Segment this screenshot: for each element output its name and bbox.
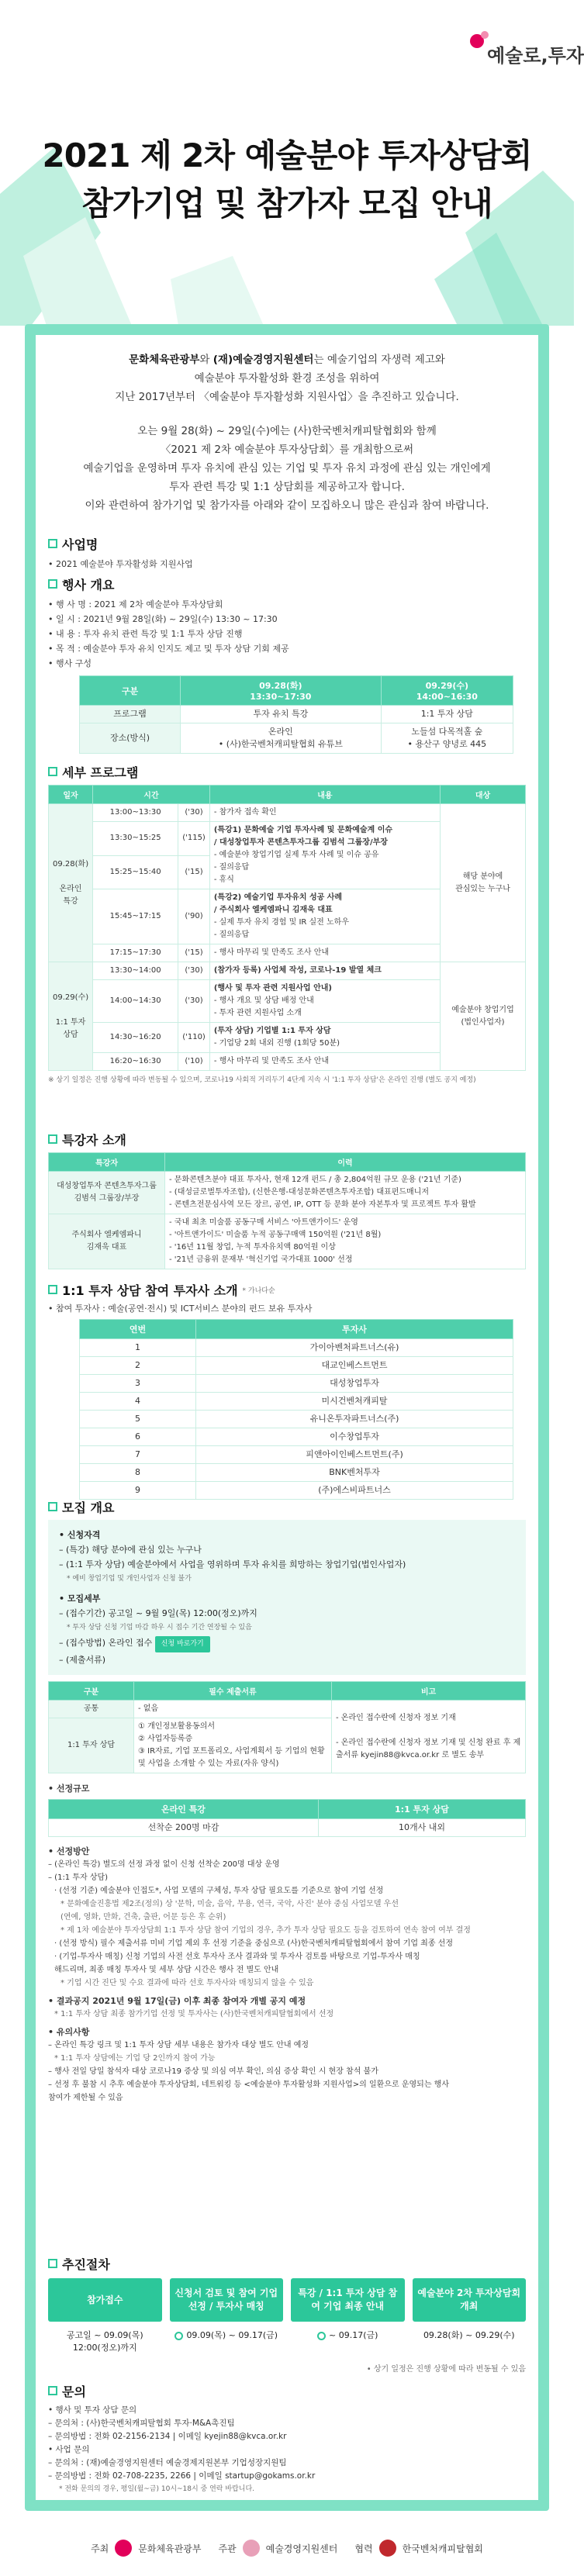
detail-time: 16:20~16:30 xyxy=(93,1053,178,1071)
investor-name: BNK벤처투자 xyxy=(196,1464,513,1482)
sel-line: * 기업 시간 진단 및 수요 결과에 따라 선호 투자사와 매칭되지 않을 수 있음 xyxy=(60,1979,314,1987)
sel-line: • 유의사항 xyxy=(48,2027,90,2037)
detail-line: (행사 및 투자 관련 지원사업 안내) xyxy=(213,984,332,993)
recruit-line: * 예비 창업기업 및 개인사업자 신청 불가 xyxy=(67,1575,192,1583)
title-line-2: 참가기업 및 참가자 모집 안내 xyxy=(81,185,492,223)
sel-line: · (선정 방식) 필수 제출서류 미비 기업 제외 후 선정 기준을 중심으로 (사)한국벤처캐피탈협회에서 참여 기업 최종 선정 xyxy=(54,1939,454,1948)
square-bullet-icon xyxy=(48,2386,57,2395)
detail-line: - 기업당 2회 내외 진행 (1회당 50분) xyxy=(213,1039,340,1048)
investor-no: 6 xyxy=(80,1428,196,1446)
detail-line: - 행사 개요 및 상담 배정 안내 xyxy=(213,996,314,1005)
event-td: 프로그램 xyxy=(80,706,181,723)
step-head: 신청서 검토 및 참여 기업 선정 / 투자사 매칭 xyxy=(170,2278,284,2322)
event-td: 1:1 투자 상담 xyxy=(381,706,513,723)
bio-line: - 문화콘텐츠분야 대표 투자사, 현재 12개 펀드 / 총 2,804억원 규모 운용 ('21년 기준) xyxy=(169,1176,461,1184)
contact-line: – 문의처 : (재)예술경영지원센터 예술경제지원본부 기업성장지원팀 xyxy=(48,2458,287,2467)
step-foot xyxy=(413,2329,527,2342)
detail-date-text: 온라인 xyxy=(59,884,82,893)
detail-line: (투자 상담) 기업별 1:1 투자 상담 xyxy=(213,1027,331,1035)
contact-line: – 문의처 : (사)한국벤처캐피탈협회 투자·M&A촉진팀 xyxy=(48,2419,235,2428)
detail-th: 일자 xyxy=(49,786,93,804)
sel-line: · (기업-투자사 매칭) 신청 기업의 사전 선호 투자사 조사 결과와 및 투자사 검토를 바탕으로 기업-투자사 매칭 xyxy=(54,1953,420,1961)
event-td-venue xyxy=(381,723,513,754)
investor-no: 1 xyxy=(80,1339,196,1357)
detail-date-text: 1:1 투자 xyxy=(55,1017,86,1027)
recruit-title-text: 모집 개요 xyxy=(62,1500,115,1515)
detail-date-2 xyxy=(49,962,93,1071)
doc-line: ① 개인정보활용동의서 xyxy=(138,1722,216,1731)
ministry-logo-icon xyxy=(115,2540,132,2557)
contact-line: – 문의방법 : 전화 02-2156-2134 | 이메일 kyejin88@kvca.or.kr xyxy=(48,2432,287,2441)
event-row: • 목 적 : 예술분야 투자 유치 인지도 제고 및 투자 상담 기회 제공 xyxy=(48,644,289,654)
event-td-online xyxy=(181,723,382,754)
detail-content xyxy=(209,889,440,944)
detail-time: 17:15~17:30 xyxy=(93,944,178,962)
doc-th: 비고 xyxy=(332,1682,526,1701)
investor-name: 대성창업투자 xyxy=(196,1375,513,1393)
cap-th: 1:1 투자 상담 xyxy=(318,1800,525,1819)
detail-table xyxy=(48,785,526,1071)
footer-coop xyxy=(354,2540,483,2557)
event-th-date: 09.28(화) xyxy=(259,681,302,691)
recruit-line: • 모집세부 xyxy=(59,1594,101,1604)
recruit-apply-row xyxy=(59,1635,515,1652)
contact-lines xyxy=(48,2404,526,2496)
brand-logo xyxy=(465,31,584,70)
detail-target-text: (법인사업자) xyxy=(461,1017,505,1027)
bio-line: - '21년 금융위 문재부 '혁신기업 국가대표 1000' 선정 xyxy=(169,1255,353,1264)
detail-time: 14:30~16:20 xyxy=(93,1023,178,1053)
detail-line: - 예술분야 창업기업 실제 투자 사례 및 이슈 공유 xyxy=(213,851,379,859)
detail-time: 14:00~14:30 xyxy=(93,980,178,1023)
detail-line: / 주식회사 엘케엠파니 김재욱 대표 xyxy=(213,906,333,914)
event-td: 투자 유치 특강 xyxy=(181,706,382,723)
event-td-line: 온라인 xyxy=(268,727,293,737)
apply-button[interactable]: 신청 바로가기 xyxy=(155,1636,210,1652)
section-process xyxy=(48,2255,526,2374)
process-title-text: 추진절차 xyxy=(62,2257,110,2272)
intro-p2-line5: 이와 관련하여 참가기업 및 참가자를 아래와 같이 모집하오니 많은 관심과 참여 바랍니다. xyxy=(85,499,489,512)
detail-date-text: 상담 xyxy=(63,1030,78,1039)
event-th-time: 14:00~16:30 xyxy=(416,692,478,702)
detail-target-1 xyxy=(441,804,526,962)
detail-time: 15:45~17:15 xyxy=(93,889,178,944)
event-td: 장소(방식) xyxy=(80,723,181,754)
kvca-logo-icon xyxy=(379,2540,396,2557)
intro xyxy=(51,350,523,530)
hero xyxy=(0,0,584,326)
investor-no: 8 xyxy=(80,1464,196,1482)
business-title-text: 사업명 xyxy=(62,537,98,552)
recruit-box xyxy=(48,1520,526,1675)
doc-line: ③ IR자료, 기업 포트폴리오, 사업계획서 등 기업의 현황 및 사업을 소개할 수 있는 자료(자유 양식) xyxy=(138,1747,325,1768)
sel-line: – 선정 후 불참 시 추후 예술분야 투자상담회, 네트워킹 등 <예술분야 투자활성화 지원사업>의 일환으로 운영되는 행사 xyxy=(48,2080,449,2089)
detail-th: 시간 xyxy=(93,786,210,804)
doc-required xyxy=(134,1718,332,1773)
intro-ministry: 문화체육관광부 xyxy=(129,354,200,366)
recruit-line: – (접수기간) 공고일 ~ 9월 9일(목) 12:00(정오)까지 xyxy=(59,1608,257,1618)
doc-remark-line: - 온라인 접수란에 신청자 정보 기재 xyxy=(336,1713,456,1722)
sel-line: – (온라인 특강) 별도의 선정 과정 없이 신청 선착순 200명 대상 운영 xyxy=(48,1860,280,1869)
step-foot xyxy=(170,2329,284,2342)
detail-content xyxy=(209,980,440,1023)
cap-th: 온라인 특강 xyxy=(49,1800,319,1819)
event-title-text: 행사 개요 xyxy=(62,577,115,592)
section-process-title xyxy=(48,2255,526,2272)
process-step xyxy=(291,2278,405,2354)
speaker-name-1 xyxy=(49,1172,165,1214)
logo-text: 예술로,투자 xyxy=(487,45,584,67)
detail-date-text: 특강 xyxy=(63,896,78,906)
section-detail xyxy=(48,763,526,1084)
detail-content: - 행사 마무리 및 만족도 조사 안내 xyxy=(209,944,440,962)
detail-time: 13:00~13:30 xyxy=(93,804,178,822)
footer-org: 예술경영지원센터 xyxy=(265,2543,338,2554)
intro-p2-line1: 오는 9월 28(화) ~ 29일(수)에는 (사)한국벤처캐피탈협회와 함께 xyxy=(137,425,437,437)
recruit-line: • 신청자격 xyxy=(59,1530,101,1540)
speaker-name: 주식회사 엘케엠파니 xyxy=(71,1231,142,1239)
section-contact xyxy=(48,2382,526,2496)
sel-line: – (1:1 투자 상담) xyxy=(48,1873,109,1882)
speaker-bio-1 xyxy=(165,1172,526,1214)
cap-td: 선착순 200명 마감 xyxy=(49,1819,319,1837)
sel-line: 참여가 제한될 수 있음 xyxy=(48,2094,123,2102)
detail-content xyxy=(209,1023,440,1053)
step-date: 09.09(목) ~ 09.17(금) xyxy=(186,2330,278,2340)
detail-line: (특강1) 문화예술 기업 투자사례 및 문화예술계 이슈 xyxy=(213,826,393,834)
intro-p1-line2: 예술분야 투자활성화 환경 조성을 위하여 xyxy=(194,372,380,385)
event-th-day2 xyxy=(381,676,513,706)
event-td-line: • (사)한국벤처캐피탈협회 유튜브 xyxy=(218,739,343,749)
detail-min: ('30) xyxy=(178,980,210,1023)
section-detail-title xyxy=(48,763,526,780)
doc-td: 1:1 투자 상담 xyxy=(49,1718,134,1773)
detail-target-2 xyxy=(441,962,526,1071)
step-head: 참가접수 xyxy=(48,2278,162,2322)
investor-no: 5 xyxy=(80,1411,196,1428)
sel-line: * 문화예술진흥법 제2조(정의) 상 '문학, 미술, 음악, 무용, 연극, 국악, 사진' 분야 중심 사업모델 우선 xyxy=(60,1900,399,1908)
step-foot xyxy=(291,2329,405,2342)
intro-and: 와 xyxy=(199,354,213,366)
section-contact-title xyxy=(48,2382,526,2399)
section-business xyxy=(48,535,526,571)
investor-no: 3 xyxy=(80,1375,196,1393)
event-table xyxy=(79,675,513,754)
investor-name: 피앤아이인베스트먼트(주) xyxy=(196,1446,513,1464)
investor-name: 대교인베스트먼트 xyxy=(196,1357,513,1375)
square-bullet-icon xyxy=(48,539,57,548)
detail-line: - 질의응답 xyxy=(213,863,250,872)
sel-line: – 행사 전일 당일 참석자 대상 코로나19 증상 및 의심 여부 확인, 의심 증상 확인 시 현장 참석 불가 xyxy=(48,2067,378,2076)
contact-line: – 문의방법 : 전화 02-708-2235, 2266 | 이메일 startup@gokams.or.kr xyxy=(48,2471,316,2481)
square-bullet-icon xyxy=(48,767,57,776)
section-recruit-title xyxy=(48,1498,526,1515)
section-event-title xyxy=(48,575,526,592)
detail-content: (참가자 등록) 사업체 작성, 코로나-19 발열 체크 xyxy=(209,962,440,980)
selection-text xyxy=(48,1845,526,2105)
investor-th: 연번 xyxy=(80,1320,196,1339)
main-frame xyxy=(25,324,549,2511)
event-th-date: 09.29(수) xyxy=(425,681,469,691)
intro-p2 xyxy=(51,422,523,515)
square-bullet-icon xyxy=(48,1285,57,1294)
intro-p2-line4: 투자 관련 특강 및 1:1 상담회를 제공하고자 합니다. xyxy=(169,481,405,493)
section-speaker-title xyxy=(48,1131,526,1148)
footer-label: 주최 xyxy=(91,2543,109,2554)
event-row: • 내 용 : 투자 유치 관련 특강 및 1:1 투자 상담 진행 xyxy=(48,629,243,639)
section-recruit xyxy=(48,1498,526,2105)
intro-p2-line2: 〈2021 제 2차 예술분야 투자상담회〉를 개최함으로써 xyxy=(160,444,414,456)
contact-line: * 전화 문의의 경우, 평일(월~금) 10시~18시 중 연락 바랍니다. xyxy=(59,2485,254,2493)
bio-line: - '16년 11월 창업, 누적 투자유치액 80억원 이상 xyxy=(169,1243,336,1252)
step-date: 09.28(화) ~ 09.29(수) xyxy=(423,2330,515,2340)
square-bullet-icon xyxy=(48,2259,57,2268)
bio-line: - 국내 최초 미술품 공동구매 서비스 '아트앤가이드' 운영 xyxy=(169,1218,358,1227)
investor-table xyxy=(79,1319,513,1500)
process-note: • 상기 일정은 진행 상황에 따라 변동될 수 있음 xyxy=(366,2365,526,2374)
doc-th: 구분 xyxy=(49,1682,134,1701)
bio-line: - (대성글로벌투자조합), (신한은행-대성문화콘텐츠투자조합) 대표펀드매니저 xyxy=(169,1188,429,1196)
speaker-th: 이력 xyxy=(165,1153,526,1172)
section-business-title xyxy=(48,535,526,552)
section-investor xyxy=(48,1281,526,1500)
detail-date-text: 09.29(수) xyxy=(53,993,89,1002)
intro-p1-line3: 지난 2017년부터 〈예술분야 투자활성화 지원사업〉을 추진하고 있습니다. xyxy=(115,391,459,403)
process-steps xyxy=(48,2278,526,2354)
detail-min: ('115) xyxy=(178,822,210,856)
investor-no: 9 xyxy=(80,1482,196,1500)
square-bullet-icon xyxy=(48,579,57,589)
investor-name: 미시건벤처캐피탈 xyxy=(196,1393,513,1411)
speaker-bio-2 xyxy=(165,1214,526,1269)
speaker-name-2 xyxy=(49,1214,165,1269)
detail-line: - 실제 투자 유치 경험 및 IR 실전 노하우 xyxy=(213,918,350,927)
section-speaker xyxy=(48,1131,526,1269)
detail-min: ('10) xyxy=(178,1053,210,1071)
bio-line: - 콘텐츠전문심사역 모든 장르, 공연, IP, OTT 등 문화 분야 자본투자 및 프로젝트 투자 활발 xyxy=(169,1200,476,1209)
section-investor-title xyxy=(48,1281,526,1298)
detail-content xyxy=(209,822,440,889)
contact-title-text: 문의 xyxy=(62,2384,86,2399)
sel-line: * 1:1 투자 상담에는 기업 당 2인까지 참여 가능 xyxy=(54,2054,216,2063)
event-th-time: 13:30~17:30 xyxy=(250,692,312,702)
event-row: • 행 사 명 : 2021 제 2차 예술분야 투자상담회 xyxy=(48,599,223,609)
recruit-line: – (제출서류) xyxy=(59,1655,106,1665)
logo-dot-small-icon xyxy=(481,31,489,39)
bio-line: - '아트앤가이드' 미술품 누적 공동구매액 150억원 ('21년 8월) xyxy=(169,1231,382,1239)
footer-label: 협력 xyxy=(354,2543,373,2554)
sel-line: 해드리며, 최종 매칭 투자사 및 세부 상담 시간은 행사 전 별도 안내 xyxy=(54,1966,279,1974)
investor-name: 유니온투자파트너스(주) xyxy=(196,1411,513,1428)
event-rows xyxy=(48,597,526,671)
intro-p1-rest: 는 예술기업의 자생력 제고와 xyxy=(313,354,445,366)
detail-min: ('15) xyxy=(178,855,210,889)
investor-title-sub: * 가나다순 xyxy=(242,1286,275,1295)
detail-min: ('30) xyxy=(178,804,210,822)
shape-center xyxy=(171,256,264,326)
page-title xyxy=(0,132,574,228)
speaker-th: 특강자 xyxy=(49,1153,165,1172)
detail-content: - 행사 마무리 및 만족도 조사 안내 xyxy=(209,1053,440,1071)
detail-min: ('90) xyxy=(178,889,210,944)
step-head: 특강 / 1:1 투자 상담 참여 기업 최종 안내 xyxy=(291,2278,405,2322)
event-th-day1 xyxy=(181,676,382,706)
detail-line: - 투자 관련 지원사업 소개 xyxy=(213,1009,302,1017)
center-logo-icon xyxy=(243,2540,260,2557)
step-date: 공고일 ~ 09.09(목) 12:00(정오)까지 xyxy=(66,2330,143,2353)
investor-name: 이수창업투자 xyxy=(196,1428,513,1446)
cap-td: 10개사 내외 xyxy=(318,1819,525,1837)
doc-td: - 없음 xyxy=(134,1701,332,1718)
detail-time: 13:30~14:00 xyxy=(93,962,178,980)
detail-time: 13:30~15:25 xyxy=(93,822,178,856)
main-content xyxy=(36,335,538,2500)
doc-line: ② 사업자등록증 xyxy=(138,1735,193,1743)
clock-icon xyxy=(175,2332,183,2340)
intro-p1 xyxy=(51,350,523,406)
detail-line: / 대성창업투자 콘텐츠투자그룹 김범석 그룹장/부장 xyxy=(213,838,388,847)
sel-line: · (선정 기준) 예술분야 인접도*, 사업 모델의 구체성, 투자 상담 필요도를 기준으로 참여 기업 선정 xyxy=(54,1887,384,1895)
recruit-line: – (접수방법) 온라인 접수 xyxy=(59,1638,153,1648)
contact-line: • 행사 및 투자 상담 문의 xyxy=(48,2405,137,2415)
capacity-title: • 선정규모 xyxy=(48,1784,90,1794)
detail-line: (특강2) 예술기업 투자유치 성공 사례 xyxy=(213,893,343,902)
step-head: 예술분야 2차 투자상담회 개최 xyxy=(413,2278,527,2322)
step-foot xyxy=(48,2329,162,2354)
detail-min: ('15) xyxy=(178,944,210,962)
process-step xyxy=(413,2278,527,2354)
step-date: ~ 09.17(금) xyxy=(329,2330,378,2340)
event-th: 구분 xyxy=(80,676,181,706)
investor-th: 투자사 xyxy=(196,1320,513,1339)
doc-remark-line: - 온라인 접수란에 신청자 정보 기재 및 신청 완료 후 제출서류 kyejin88@kvca.or.kr 로 별도 송부 xyxy=(336,1738,521,1759)
sel-line: – 온라인 특강 링크 및 1:1 투자 상담 세부 내용은 참가자 대상 별도 안내 예정 xyxy=(48,2041,309,2049)
detail-title-text: 세부 프로그램 xyxy=(62,765,139,780)
detail-line: - 휴식 xyxy=(213,875,234,884)
investor-desc: • 참여 투자사 : 예술(공연·전시) 및 ICT서비스 분야의 펀드 보유 투자사 xyxy=(48,1304,313,1314)
contact-line: • 사업 문의 xyxy=(48,2445,90,2454)
intro-p2-line3: 예술기업을 운영하며 투자 유치에 관심 있는 기업 및 투자 유치 과정에 관심 있는 개인에게 xyxy=(83,462,491,475)
process-step xyxy=(48,2278,162,2354)
investor-title-text: 1:1 투자 상담 참여 투자사 소개 xyxy=(62,1283,238,1298)
detail-min: ('30) xyxy=(178,962,210,980)
square-bullet-icon xyxy=(48,1502,57,1511)
detail-content: - 참가자 접속 확인 xyxy=(209,804,440,822)
recruit-line: – (1:1 투자 상담) 예술분야에서 사업을 영위하며 투자 유치를 희망하는 창업기업(법인사업자) xyxy=(59,1559,406,1569)
footer-org: 한국벤처캐피탈협회 xyxy=(402,2543,483,2554)
footer-host xyxy=(91,2540,201,2557)
detail-date-1 xyxy=(49,804,93,962)
doc-th: 필수 제출서류 xyxy=(134,1682,332,1701)
section-event xyxy=(48,575,526,754)
investor-name: 가이아벤처파트너스(유) xyxy=(196,1339,513,1357)
business-item: • 2021 예술분야 투자활성화 지원사업 xyxy=(48,559,193,569)
event-row: • 일 시 : 2021년 9월 28일(화) ~ 29일(수) 13:30 ~ 17:30 xyxy=(48,614,278,624)
detail-line: - 질의응답 xyxy=(213,931,250,939)
investor-no: 7 xyxy=(80,1446,196,1464)
event-td-line: 노들섬 다목적홀 숲 xyxy=(411,727,483,737)
doc-table xyxy=(48,1681,526,1773)
footer-organizer xyxy=(218,2540,337,2557)
speaker-role: 김범석 그룹장/부장 xyxy=(74,1194,140,1203)
doc-remarks xyxy=(332,1701,526,1773)
event-row: • 행사 구성 xyxy=(48,658,92,668)
detail-min: ('110) xyxy=(178,1023,210,1053)
intro-center: (재)예술경영지원센터 xyxy=(213,354,314,366)
footer-org: 문화체육관광부 xyxy=(138,2543,202,2554)
detail-time: 15:25~15:40 xyxy=(93,855,178,889)
speaker-table xyxy=(48,1152,526,1269)
investor-no: 4 xyxy=(80,1393,196,1411)
detail-target-text: 예술분야 창업기업 xyxy=(451,1005,514,1014)
detail-target-text: 관심있는 누구나 xyxy=(455,884,510,893)
event-td-line: • 용산구 양녕로 445 xyxy=(407,739,487,749)
sel-line: * 1:1 투자 상담 최종 참가기업 선정 및 투자사는 (사)한국벤처캐피탈협회에서 선정 xyxy=(54,2010,334,2018)
footer-label: 주관 xyxy=(218,2543,237,2554)
sel-line: • 선정방안 xyxy=(48,1846,90,1856)
detail-th: 대상 xyxy=(441,786,526,804)
clock-icon xyxy=(317,2332,326,2340)
recruit-line: * 투자 상담 신청 기업 마감 하우 시 접수 기간 연장될 수 있음 xyxy=(67,1624,252,1632)
detail-date-text: 09.28(화) xyxy=(53,859,89,868)
detail-target-text: 해당 분야에 xyxy=(462,872,503,881)
investor-no: 2 xyxy=(80,1357,196,1375)
detail-note: ※ 상기 일정은 진행 상황에 따라 변동될 수 있으며, 코로나19 사회적 거리두기 4단계 지속 시 '1:1 투자 상담'은 온라인 진행 (별도 공지 예정) xyxy=(48,1076,476,1084)
square-bullet-icon xyxy=(48,1134,57,1144)
title-line-1: 2021 제 2차 예술분야 투자상담회 xyxy=(42,136,532,174)
sel-line: (연예, 영화, 만화, 건축, 출판, 어문 등은 후 순위) xyxy=(60,1913,226,1922)
recruit-line: – (특강) 해당 분야에 관심 있는 누구나 xyxy=(59,1545,202,1555)
sel-line: • 결과공지 2021년 9월 17일(금) 이후 최종 참여자 개별 공지 예정 xyxy=(48,1996,306,2006)
speaker-role: 김재욱 대표 xyxy=(86,1243,127,1252)
footer xyxy=(0,2520,574,2576)
investor-name: (주)에스비파트너스 xyxy=(196,1482,513,1500)
speaker-title-text: 특강자 소개 xyxy=(62,1132,126,1148)
doc-td: 공통 xyxy=(49,1701,134,1718)
capacity-table xyxy=(48,1799,526,1837)
detail-th: 내용 xyxy=(209,786,440,804)
process-step xyxy=(170,2278,284,2354)
speaker-name: 대성창업투자 콘텐츠투자그룹 xyxy=(57,1182,157,1190)
sel-line: * 제 1차 예술분야 투자상담회 1:1 투자 상담 참여 기업의 경우, 추가 투자 상담 필요도 등을 검토하여 연속 참여 여부 결정 xyxy=(60,1926,471,1935)
